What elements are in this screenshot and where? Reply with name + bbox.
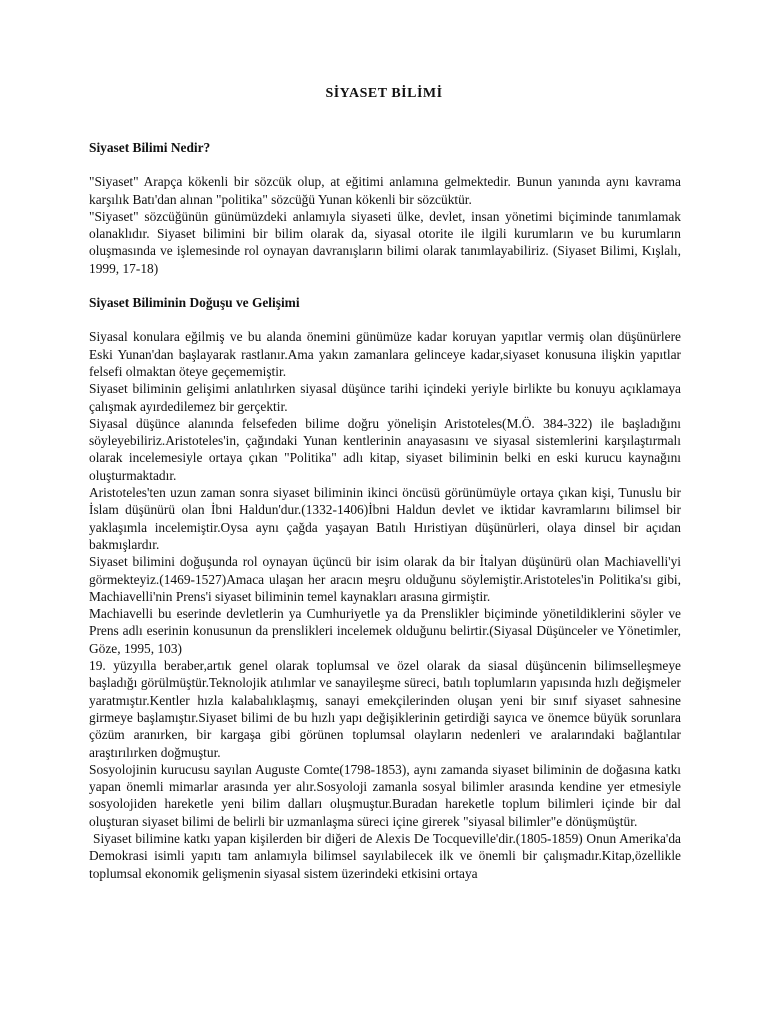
- document-title: SİYASET BİLİMİ: [325, 86, 443, 101]
- paragraph: Aristoteles'ten uzun zaman sonra siyaset biliminin ikinci öncüsü görünümüyle ortaya çıkan kişi, Tunuslu bir İslam düşünürü olan İbni Haldun'dur.(1332-1406)İbni Haldun devlet ve iktidar kavramlarını bilimsel bir yaklaşımla incelemiştir.Oysa aynı çağda yaşayan Batılı Hıristiyan düşünürleri, olaya dinsel bir açıdan bakmışlardır.: [89, 485, 681, 552]
- paragraph: Sosyolojinin kurucusu sayılan Auguste Comte(1798-1853), aynı zamanda siyaset biliminin de doğasına katkı yapan önemli mimarlar arasında yer alır.Sosyoloji zamanla sosyal bilimler arasında kendine yer etmesiyle sosyolojiden hareketle yeni bilim dalları oluşmuştur.Buradan hareketle toplum bilimleri içinde bir dal oluşturan siyaset bilimi de belirli bir uzmanlaşma süreci içine girerek "siyasal bilimler"e dönüşmüştür.: [89, 761, 681, 829]
- paragraph: Siyaset biliminin gelişimi anlatılırken siyasal düşünce tarihi içindeki yeriyle birlikte bu konuyu açıklamaya çalışmak ayırdedilemez bir gerçektir.: [89, 381, 681, 414]
- paragraph: 19. yüzyılla beraber,artık genel olarak toplumsal ve özel olarak da siasal düşüncenin bilimselleşmeye başladığı görülmüştür.Teknolojik atılımlar ve sanayileşme süreci, batılı toplumların yapısında hızlı değişmeler yaratmıştır.Kentler hızla kalabalıklaşmış, sanayi emekçilerinden oluşan yeni bir sınıf siyaset sahnesine girmeye başlamıştır.Siyaset bilimi de bu hızlı yapı değişiklerinin getirdiği sayıca ve önemce büyük sorunlara çözüm aranırken, bir kargaşa gibi görünen toplumsal olayların nedenleri ve aralarındaki bağlantılar araştırılırken doğmuştur.: [89, 658, 681, 760]
- paragraph: "Siyaset" Arapça kökenli bir sözcük olup, at eğitimi anlamına gelmektedir. Bunun yanında aynı kavrama karşılık Batı'dan alınan "politika" sözcüğü Yunan kökenli bir sözcüktür.: [89, 174, 681, 207]
- paragraph: Machiavelli bu eserinde devletlerin ya Cumhuriyetle ya da Prenslikler biçiminde yönetildiklerini söyler ve Prens adlı eserinin konusunun da prenslikleri incelemek olduğunu belirtir.(Siyasal Düşünceler ve Yönetimler, Göze, 1995, 103): [89, 606, 681, 656]
- section-heading-what-is-political-science: Siyaset Bilimi Nedir?: [89, 140, 211, 155]
- paragraph: "Siyaset" sözcüğünün günümüzdeki anlamıyla siyaseti ülke, devlet, insan yönetimi biçiminde tanımlamak olanaklıdır. Siyaset bilimini bir bilim olarak da, siyasal otorite ile ilgili kurumların ve bu kurumların oluşmasında ve işlemesinde rol oynayan davranışların bilimi olarak tanımlayabiliriz. (Siyaset Bilimi, Kışlalı, 1999, 17-18): [89, 208, 681, 276]
- document-body: [89, 139, 681, 882]
- paragraph: Siyasal konulara eğilmiş ve bu alanda önemini günümüze kadar koruyan yapıtlar vermiş olan düşünürlere Eski Yunan'dan başlayarak rastlanır.Ama yakın zamanlara gelinceye kadar,siyaset konusuna ilişkin yapıtlar felsefi olmaktan öteye geçememiştir.: [89, 329, 681, 379]
- paragraph: Siyasal düşünce alanında felsefeden bilime doğru yönelişin Aristoteles(M.Ö. 384-322) ile başladığını söyleyebiliriz.Aristoteles'in, çağındaki Yunan kentlerinin anayasasını ve siyasal sistemlerini karşılaştırmalı olarak incelemesiyle ortaya çıkan "Politika" adlı kitap, siyaset biliminin belki en eski kurucu kaynağını oluşturmaktadır.: [89, 415, 681, 483]
- paragraph: Siyaset bilimine katkı yapan kişilerden bir diğeri de Alexis De Tocqueville'dir.(1805-1859) Onun Amerika'da Demokrasi isimli yapıtı tam anlamıyla bilimsel sayılabilecek ilk ve önemli bir çalışmadır.Kitap,özellikle toplumsal ekonomik gelişmenin siyasal sistem üzerindeki etkisini ortaya: [89, 830, 681, 881]
- paragraph: Siyaset bilimini doğuşunda rol oynayan üçüncü bir isim olarak da bir İtalyan düşünürü olan Machiavelli'yi görmekteyiz.(1469-1527)Amaca ulaşan her aracın meşru olduğunu söylemiştir.Aristoteles'in Politika'sı gibi, Machiavelli'nin Prens'i siyaset biliminin temel kaynakları arasına girmiştir.: [89, 554, 681, 604]
- section-heading-birth-and-development: Siyaset Biliminin Doğuşu ve Gelişimi: [89, 295, 300, 311]
